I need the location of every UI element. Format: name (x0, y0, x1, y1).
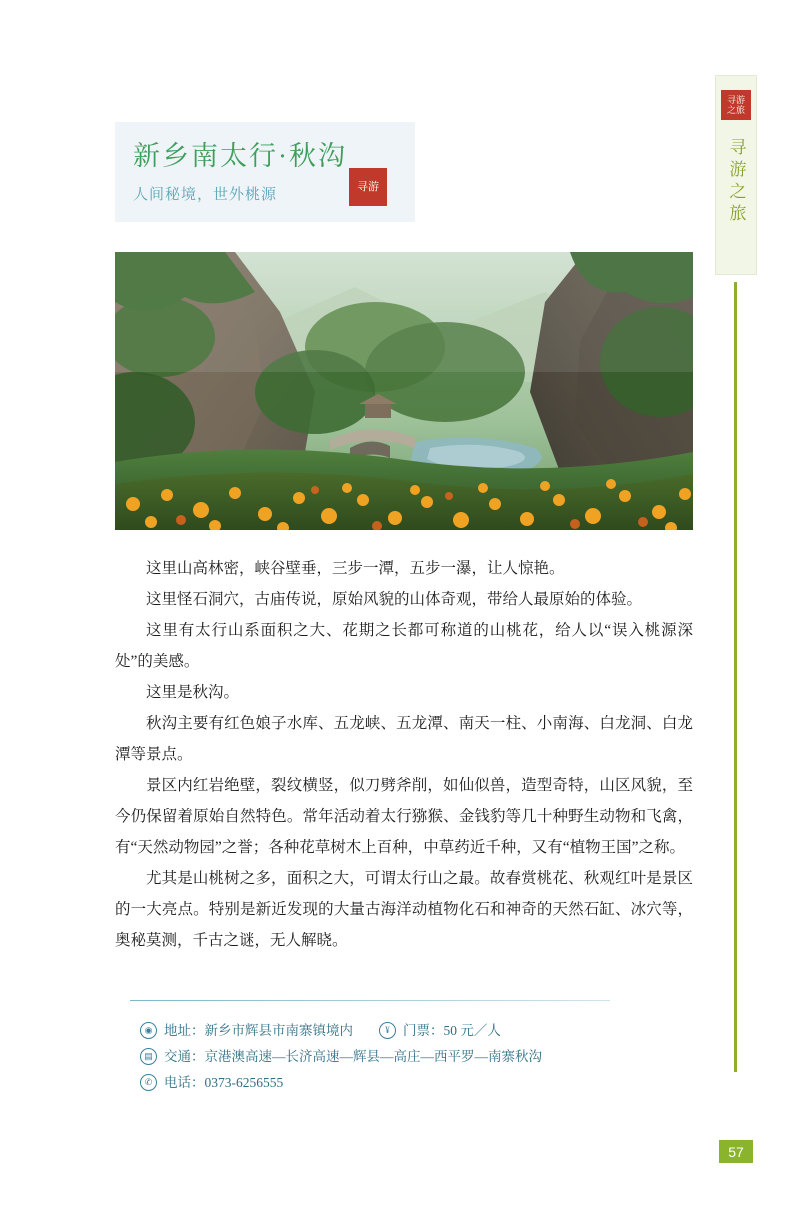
paragraph: 尤其是山桃树之多，面积之大，可谓太行山之最。故春赏桃花、秋观红叶是景区的一大亮点。特别是新近发现的大量古海洋动植物化石和神奇的天然石缸、冰穴等，奥秘莫测，千古之谜，无人解晓。 (115, 870, 693, 949)
phone-value: 0373-6256555 (204, 1075, 284, 1090)
rail-label: 寻游之旅 (726, 138, 746, 226)
hero-illustration (115, 252, 693, 530)
traffic-label: 交通： (164, 1049, 205, 1064)
rail-vertical-line (734, 282, 737, 1072)
info-row-phone (140, 1070, 700, 1096)
visitor-info (140, 1018, 700, 1096)
paragraph: 秋沟主要有红色娘子水库、五龙峡、五龙潭、南天一柱、小南海、白龙洞、白龙潭等景点。 (115, 715, 693, 763)
rail-seal-icon: 寻游之旅 (721, 90, 751, 120)
location-icon: ◉ (140, 1022, 157, 1039)
paragraph: 这里怪石洞穴，古庙传说，原始风貌的山体奇观，带给人最原始的体验。 (146, 591, 643, 608)
traffic-value: 京港澳高速—长济高速—辉县—高庄—西平罗—南寨秋沟 (204, 1049, 542, 1064)
paragraph: 这里是秋沟。 (146, 684, 240, 701)
bus-icon: ▤ (140, 1048, 157, 1065)
address-label: 地址： (164, 1023, 205, 1038)
hero-photo (115, 252, 693, 530)
paragraph: 这里有太行山系面积之大、花期之长都可称道的山桃花，给人以“误入桃源深处”的美感。 (115, 622, 693, 670)
info-row-traffic (140, 1044, 700, 1070)
page-subtitle: 人间秘境，世外桃源 (133, 187, 278, 203)
section-divider (130, 1000, 610, 1001)
article-body (115, 553, 693, 956)
side-rail (715, 75, 757, 275)
info-row-address (140, 1018, 700, 1044)
paragraph: 景区内红岩绝壁，裂纹横竖，似刀劈斧削，如仙似兽，造型奇特，山区风貌，至今仍保留着原始自然特色。常年活动着太行猕猴、金钱豹等几十种野生动物和飞禽，有“天然动物园”之誉；各种花草树木上百种，中草药近千种，又有“植物王国”之称。 (115, 777, 693, 856)
travel-seal-icon: 寻游 (349, 168, 387, 206)
page-title: 新乡南太行·秋沟 (133, 141, 347, 171)
ticket-label: 门票： (403, 1023, 444, 1038)
paragraph: 这里山高林密，峡谷壁垂，三步一潭，五步一瀑，让人惊艳。 (146, 560, 565, 577)
phone-icon: ✆ (140, 1074, 157, 1091)
ticket-icon: ¥ (379, 1022, 396, 1039)
page-number: 57 (719, 1140, 753, 1163)
phone-label: 电话： (164, 1075, 205, 1090)
address-value: 新乡市辉县市南寨镇境内 (204, 1023, 353, 1038)
ticket-value: 50 元／人 (443, 1023, 501, 1038)
title-block (115, 122, 415, 222)
